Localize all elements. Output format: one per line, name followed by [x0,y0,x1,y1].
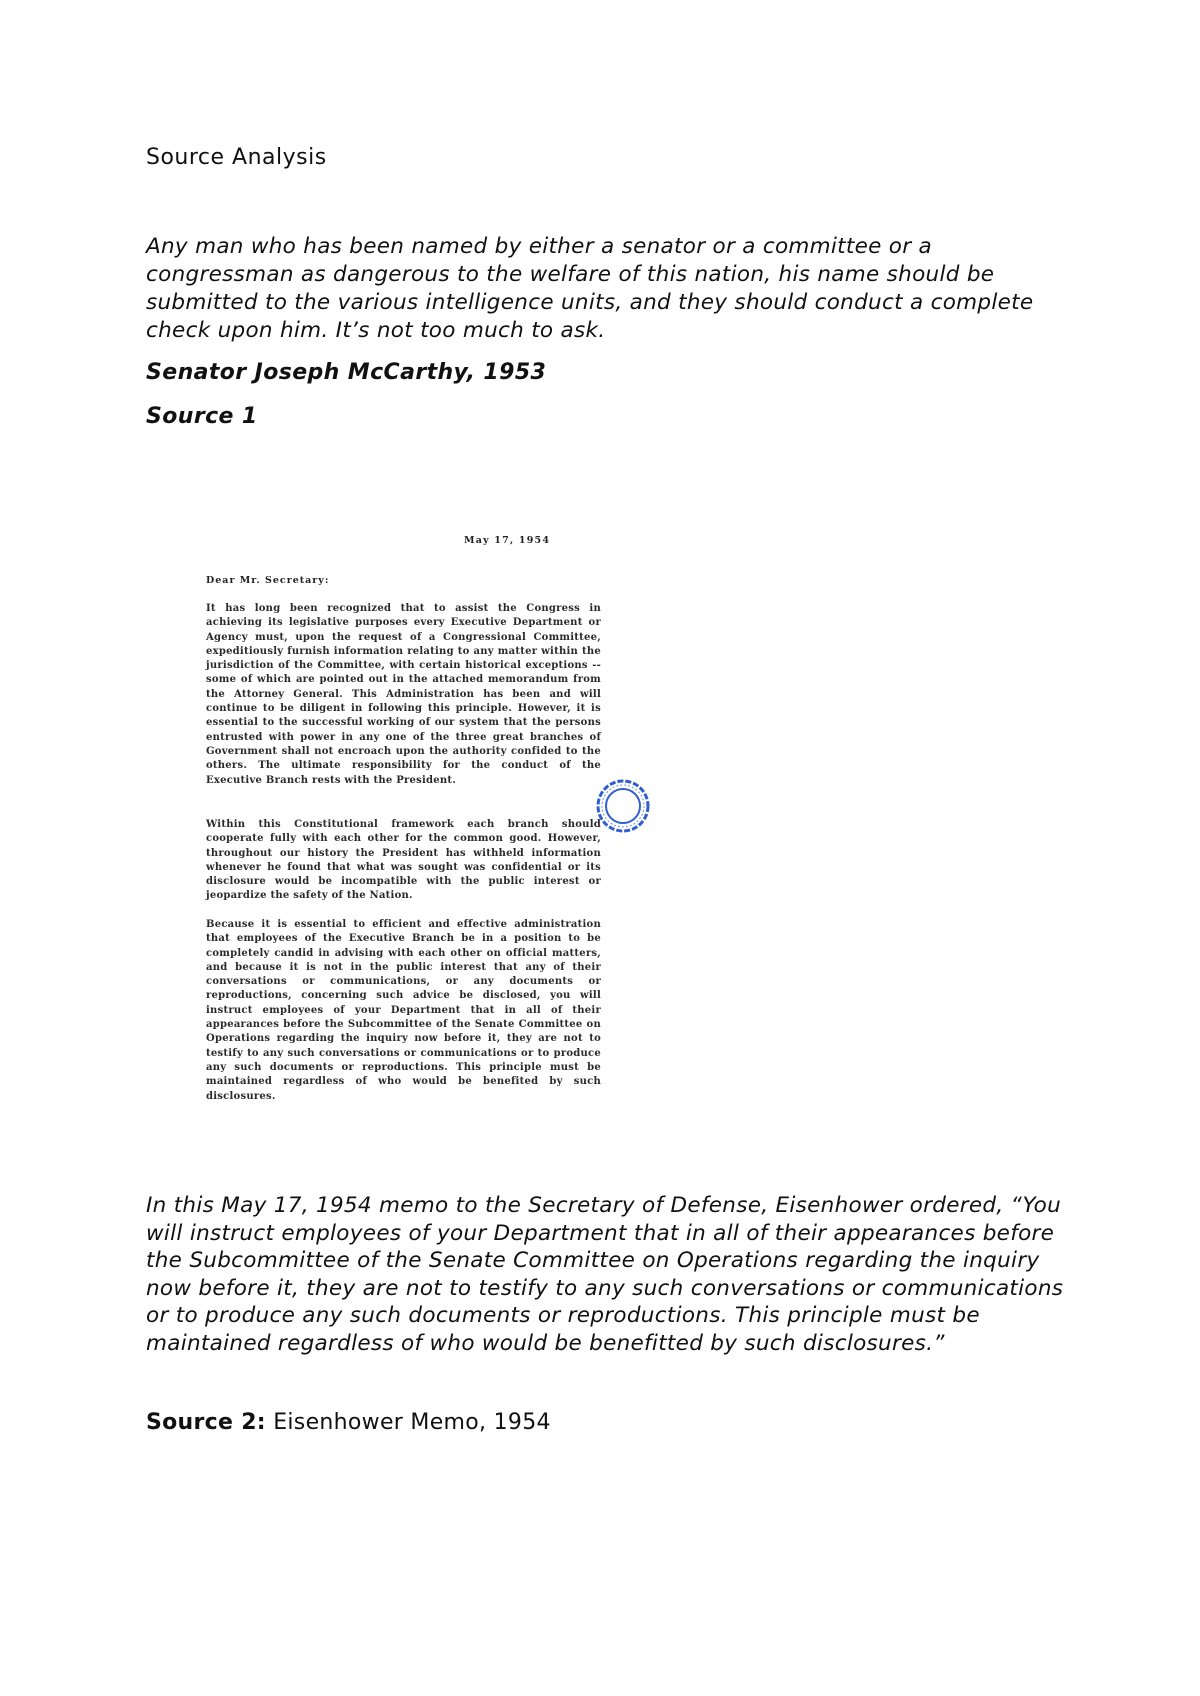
memo-salutation: Dear Mr. Secretary: [206,575,330,586]
memo-date: May 17, 1954 [464,535,551,546]
source-2-label: Source 2: [146,1410,266,1435]
mccarthy-quote: Any man who has been named by either a senator or a committee or a congressman as dangerous to the welfare of this nation, his name should be submitted to the various intelligence units, and they should conduct a complete check upon him. It’s not too much to ask. [146,234,1034,343]
memo-paragraph: Within this Constitutional framework each branch should cooperate fully with each other for the common good. However, throughout our history the President has withheld information whenever he found that what was sought was confidential or its disclosure would be incompatible with the public interest or jeopardize the safety of the Nation. [206,819,601,902]
page-heading: Source Analysis [146,145,327,170]
source-1-label: Source 1 [146,404,258,429]
memo-paragraph: Because it is essential to efficient and effective administration that employees of the Executive Branch be in a position to be completely candid in advising with each other on official matters, and because it is not in the public interest that any of their conversations or communications, or any documents or reproductions, concerning such advice be disclosed, you will instruct employees of your Department that in all of their appearances before the Subcommittee of the Senate Committee on Operations regarding the inquiry now before it, they are not to testify to any such conversations or communications or to produce any such documents or reproductions. This principle must be maintained regardless of who would be benefited by such disclosures. [206,919,601,1102]
eisenhower-memo-scan [196,525,666,1125]
memo-caption: In this May 17, 1954 memo to the Secretary of Defense, Eisenhower ordered, “You will instruct employees of your Department that in all of their appearances before the Subcommittee of the Senate Committee on Operations regarding the inquiry now before it, they are not to testify to any such conversations or communications or to produce any such documents or reproductions. This principle must be maintained regardless of who would be benefitted by such disclosures.” [146,1193,1064,1356]
source-2-text: Eisenhower Memo, 1954 [265,1410,551,1435]
source-2-line [146,1410,551,1435]
stamp-seal-icon [594,777,652,835]
quote-attribution: Senator Joseph McCarthy, 1953 [146,360,547,385]
memo-paragraph: It has long been recognized that to assist the Congress in achieving its legislative purposes every Executive Department or Agency must, upon the request of a Congressional Committee, expeditiously furnish information relating to any matter within the jurisdiction of the Committee, with certain historical exceptions -- some of which are pointed out in the attached memorandum from the Attorney General. This Administration has been and will continue to be diligent in following this principle. However, it is essential to the successful working of our system that the persons entrusted with power in any one of the three great branches of Government shall not encroach upon the authority confided to the others. The ultimate responsibility for the conduct of the Executive Branch rests with the President. [206,603,601,786]
